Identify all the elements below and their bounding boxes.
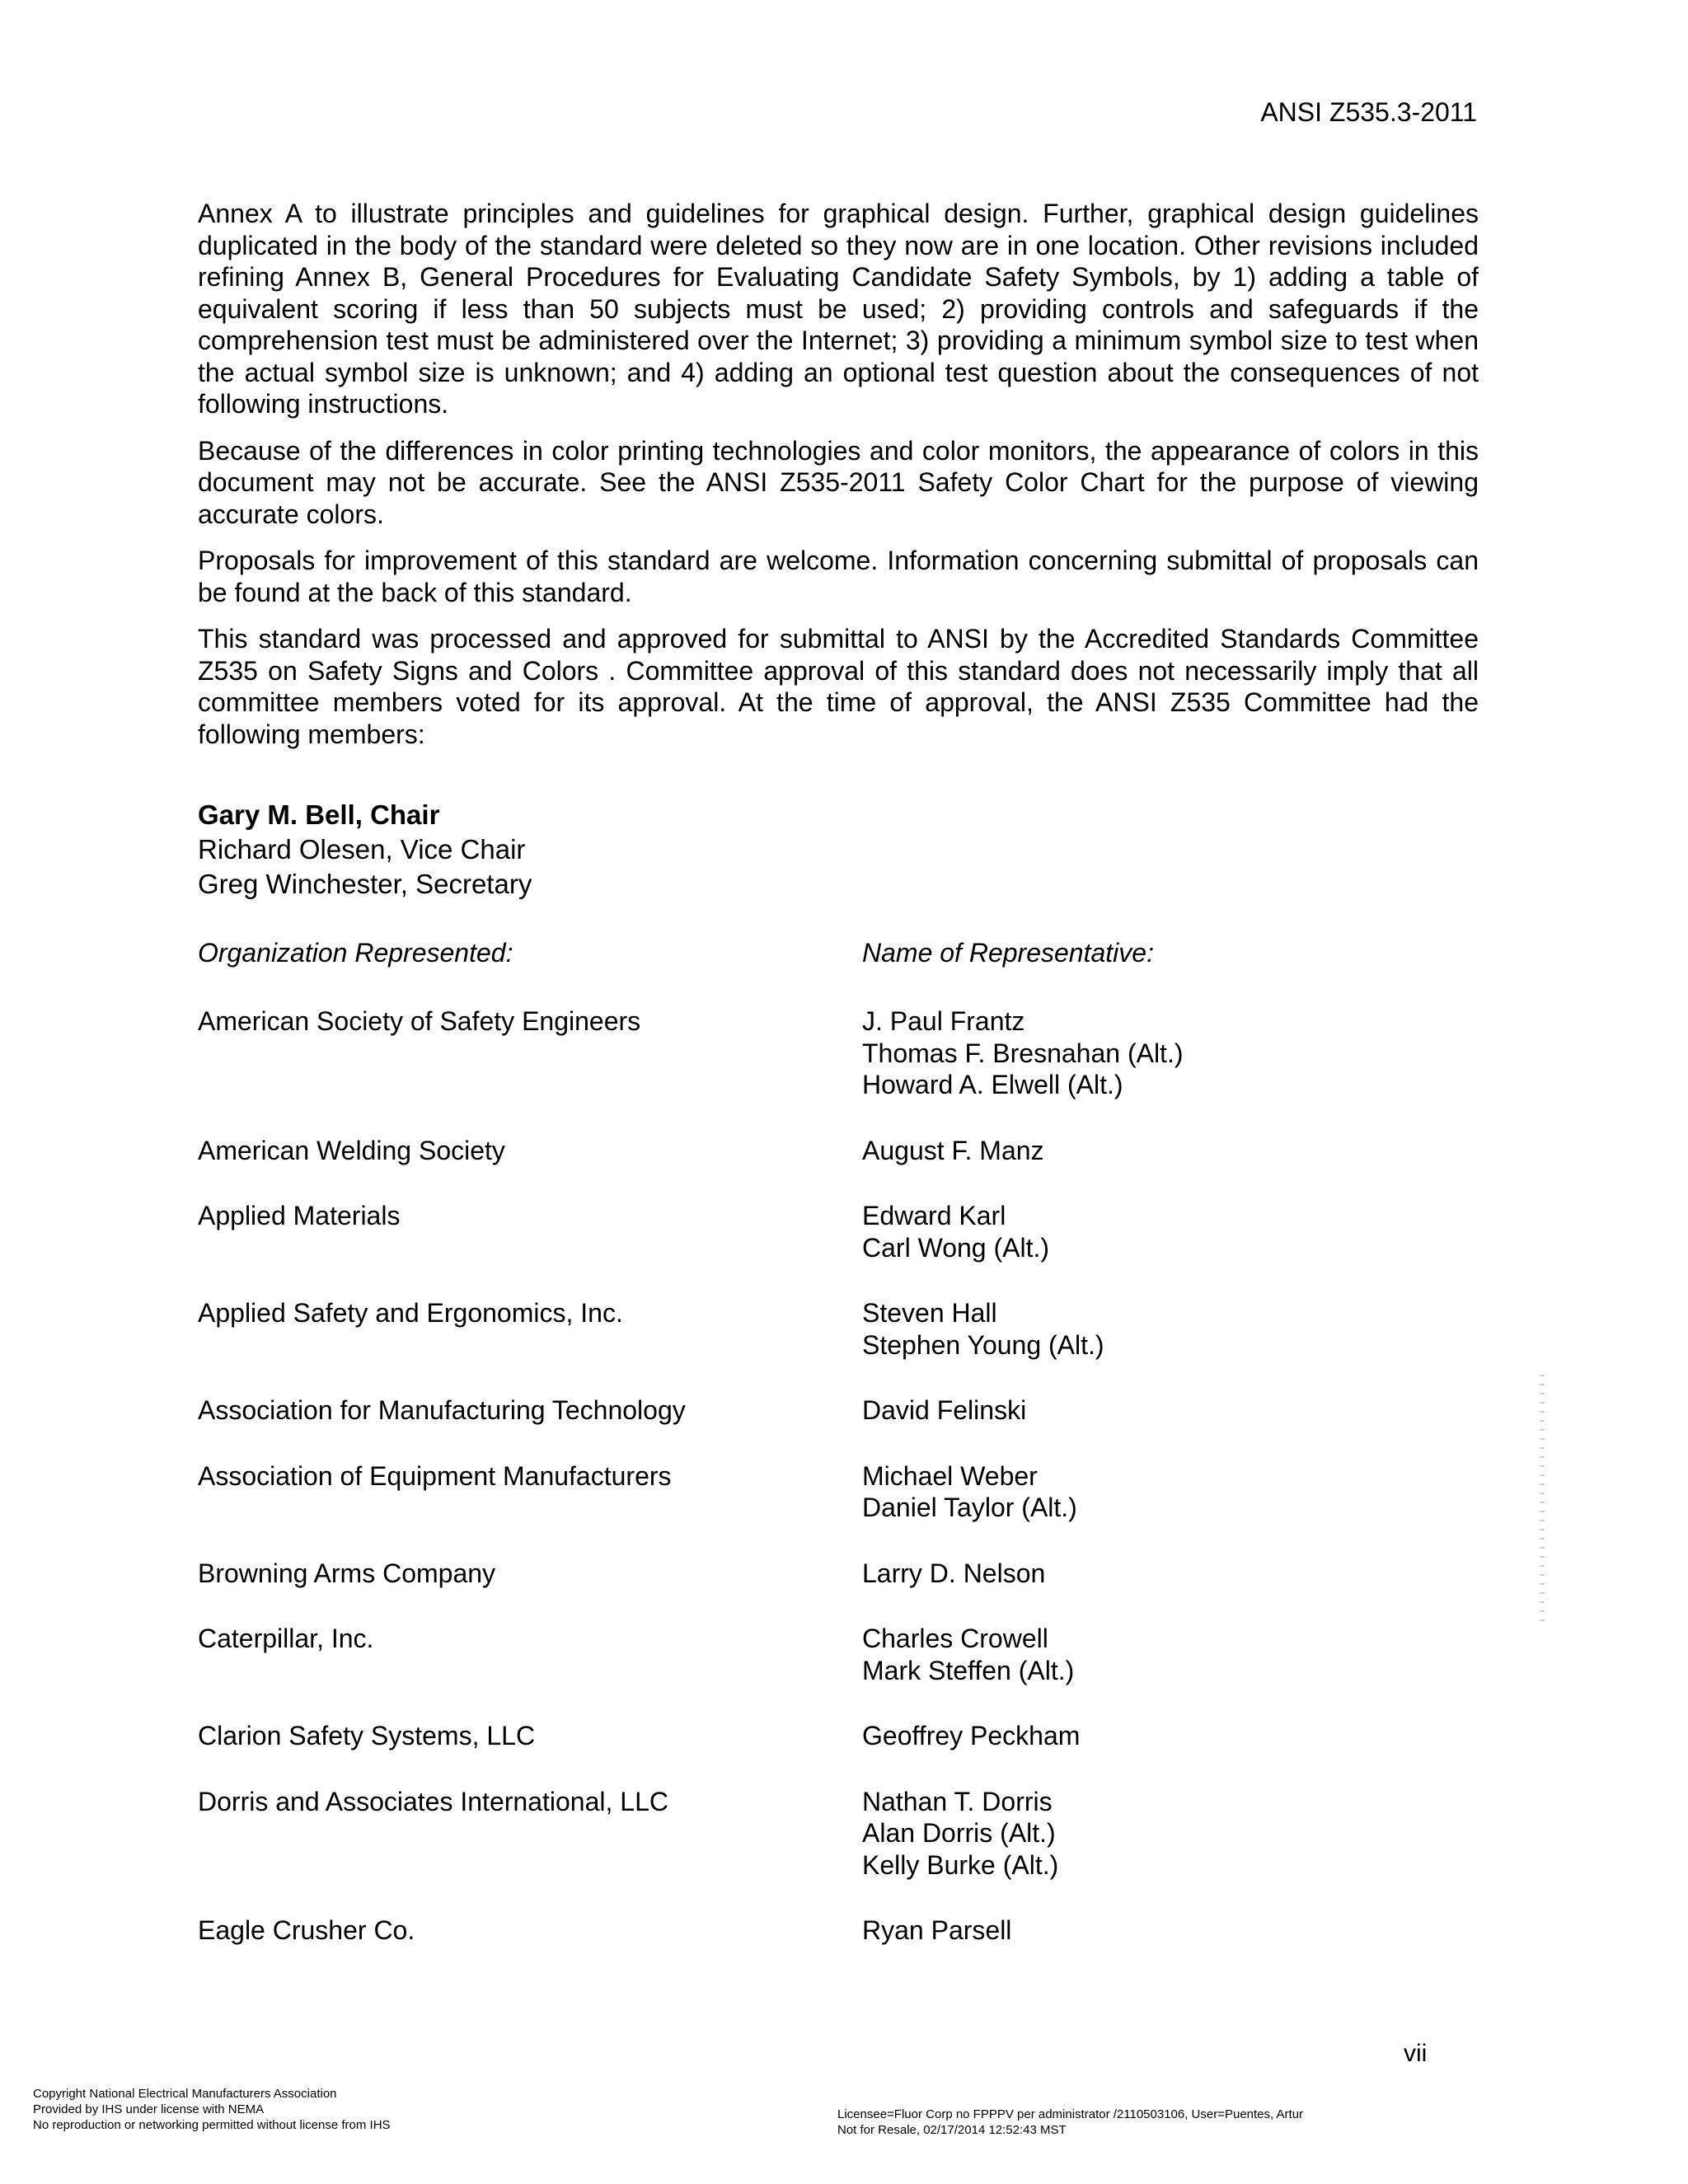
organization-name: Applied Materials — [198, 1201, 401, 1230]
footer-license — [837, 2107, 1303, 2138]
representatives — [862, 1786, 1479, 1882]
paragraph-annex-revisions: Annex A to illustrate principles and guidelines for graphical design. Further, graphical design guidelines duplicated in the body of the standard were deleted so they now are in one location. Other revisions included refining Annex B, General Procedures for Evaluating Candidate Safety Symbols, by 1) adding a table of equivalent scoring if less than 50 subjects must be used; 2) providing controls and safeguards if the comprehension test must be administered over the Internet; 3) providing a minimum symbol size to test when the actual symbol size is unknown; and 4) adding an optional test question about the consequences of not following instructions. — [198, 199, 1479, 419]
representatives — [862, 1200, 1479, 1263]
representatives — [862, 1297, 1479, 1361]
organization-name: Browning Arms Company — [198, 1558, 496, 1588]
representatives — [862, 1720, 1479, 1752]
document-id: ANSI Z535.3-2011 — [1260, 97, 1477, 127]
representatives — [862, 1135, 1479, 1167]
table-row — [198, 1394, 1479, 1427]
organization-name: American Society of Safety Engineers — [198, 1006, 641, 1036]
table-row — [198, 1297, 1479, 1361]
org-column-header: Organization Represented: — [198, 938, 513, 968]
representatives — [862, 1005, 1479, 1101]
committee-vice-chair: Richard Olesen, Vice Chair — [198, 834, 526, 865]
scan-artifact — [1540, 1375, 1545, 1622]
representative-name: Charles Crowell — [862, 1624, 1048, 1653]
footer-line: Copyright National Electrical Manufacturers Association — [33, 2087, 337, 2101]
representative-name: Nathan T. Dorris — [862, 1786, 1053, 1816]
representative-name: Stephen Young (Alt.) — [862, 1329, 1104, 1360]
table-row — [198, 1623, 1479, 1686]
footer-line: Licensee=Fluor Corp no FPPPV per administrator /2110503106, User=Puentes, Artur — [837, 2107, 1304, 2121]
page-number: vii — [1404, 2040, 1428, 2067]
rep-column-header: Name of Representative: — [862, 938, 1154, 968]
organization-name: Applied Safety and Ergonomics, Inc. — [198, 1298, 623, 1328]
organization-name: Eagle Crusher Co. — [198, 1915, 415, 1945]
representative-name: Carl Wong (Alt.) — [862, 1232, 1050, 1263]
representative-name: Geoffrey Peckham — [862, 1721, 1081, 1750]
page-content — [198, 198, 1479, 1980]
representative-name: Steven Hall — [862, 1298, 997, 1328]
footer-line: Not for Resale, 02/17/2014 12:52:43 MST — [837, 2123, 1067, 2137]
representative-name: Kelly Burke (Alt.) — [862, 1849, 1059, 1880]
paragraph-proposals: Proposals for improvement of this standard are welcome. Information concerning submittal of proposals can be found at the back of this standard. — [198, 546, 1479, 607]
footer-line: No reproduction or networking permitted without license from IHS — [33, 2118, 391, 2132]
table-row — [198, 1915, 1479, 1947]
representatives — [862, 1915, 1479, 1947]
table-row — [198, 1558, 1479, 1590]
table-row — [198, 1460, 1479, 1524]
membership-table-header — [198, 937, 1479, 968]
paragraph-approval: This standard was processed and approved for submittal to ANSI by the Accredited Standards Committee Z535 on Safety Signs and Colors . Committee approval of this standard does not necessarily imply that all committee members voted for its approval. At the time of approval, the ANSI Z535 Committee had the following members: — [198, 624, 1479, 749]
paragraph-color-note: Because of the differences in color printing technologies and color monitors, the appearance of colors in this document may not be accurate. See the ANSI Z535-2011 Safety Color Chart for the purpose of viewing accurate colors. — [198, 435, 1479, 529]
organization-name: American Welding Society — [198, 1135, 505, 1165]
table-row — [198, 1786, 1479, 1882]
table-row — [198, 1200, 1479, 1263]
representative-name: Michael Weber — [862, 1460, 1038, 1491]
organization-name: Clarion Safety Systems, LLC — [198, 1721, 536, 1750]
representatives — [862, 1394, 1479, 1427]
representative-name: Ryan Parsell — [862, 1915, 1012, 1945]
organization-name: Dorris and Associates International, LLC — [198, 1786, 668, 1816]
footer-copyright — [33, 2086, 391, 2133]
organization-name: Association for Manufacturing Technology — [198, 1395, 686, 1425]
representatives — [862, 1623, 1479, 1686]
representative-name: Alan Dorris (Alt.) — [862, 1818, 1056, 1848]
representatives — [862, 1460, 1479, 1524]
committee-officers — [198, 798, 1479, 902]
table-row — [198, 1005, 1479, 1101]
organization-name: Association of Equipment Manufacturers — [198, 1460, 672, 1491]
representative-name: David Felinski — [862, 1395, 1027, 1425]
committee-secretary: Greg Winchester, Secretary — [198, 869, 532, 899]
representative-name: Thomas F. Bresnahan (Alt.) — [862, 1038, 1184, 1068]
organization-name: Caterpillar, Inc. — [198, 1624, 374, 1653]
committee-chair: Gary M. Bell, Chair — [198, 799, 440, 830]
representative-name: August F. Manz — [862, 1135, 1044, 1165]
table-row — [198, 1720, 1479, 1752]
representative-name: Edward Karl — [862, 1201, 1006, 1230]
representative-name: J. Paul Frantz — [862, 1006, 1025, 1036]
table-row — [198, 1135, 1479, 1167]
membership-table — [198, 937, 1479, 1947]
representative-name: Mark Steffen (Alt.) — [862, 1655, 1075, 1685]
representative-name: Daniel Taylor (Alt.) — [862, 1493, 1077, 1522]
representatives — [862, 1558, 1479, 1590]
membership-rows — [198, 1005, 1479, 1947]
representative-name: Larry D. Nelson — [862, 1558, 1046, 1588]
footer-line: Provided by IHS under license with NEMA — [33, 2102, 265, 2116]
representative-name: Howard A. Elwell (Alt.) — [862, 1070, 1123, 1099]
